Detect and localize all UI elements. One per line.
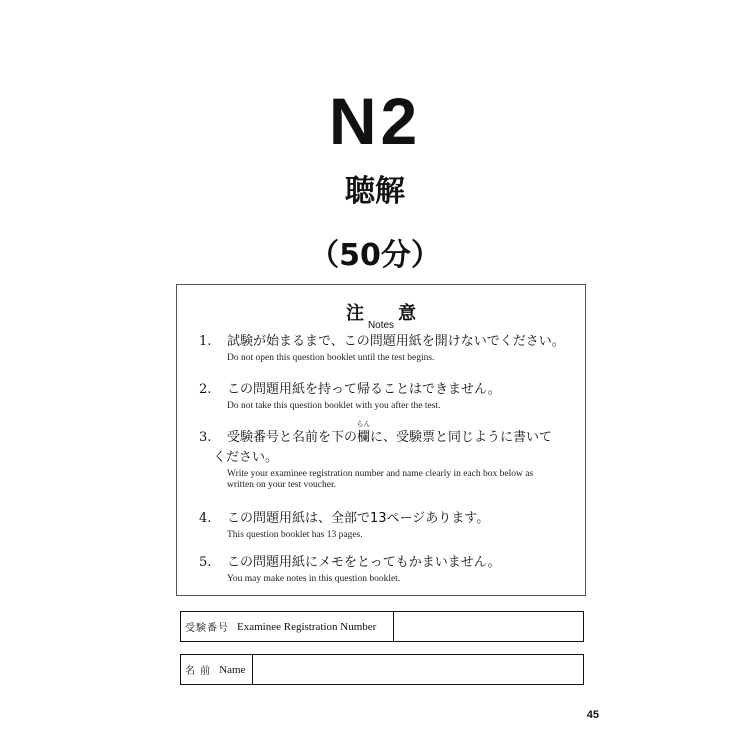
note-number: 3. (199, 430, 212, 445)
note-text-jp: この問題用紙は、全部で13ページあります。 (227, 511, 490, 526)
note-text-jp-part: に、受験票と同じように書いて (370, 430, 553, 445)
note-number: 2. (199, 382, 212, 397)
registration-number-box (180, 611, 584, 642)
note-number: 1. (199, 334, 212, 349)
registration-number-label (181, 612, 394, 641)
ruby-reading: らん (356, 420, 371, 428)
note-text-en: Do not take this question booklet with you after the test. (227, 401, 441, 411)
note-number: 5. (199, 555, 212, 570)
name-label (181, 655, 253, 684)
name-box (180, 654, 584, 685)
section-title: 聴解 (345, 174, 405, 209)
note-text-en: Write your examinee registration number and name clearly in each box below as (227, 469, 534, 479)
notes-heading (177, 299, 585, 331)
note-text-jp: この問題用紙を持って帰ることはできません。 (227, 382, 501, 397)
test-level-title: N2 (328, 84, 422, 158)
test-duration: （50分） (309, 238, 441, 273)
note-text-en-line2: written on your test voucher. (227, 480, 336, 490)
note-text-en: This question booklet has 13 pages. (227, 530, 363, 540)
notes-heading-jp-left: 注 (345, 303, 364, 324)
registration-label-jp: 受験番号 (185, 623, 229, 634)
name-label-en: Name (219, 663, 246, 676)
note-text-jp: この問題用紙にメモをとってもかまいません。 (227, 555, 501, 570)
ruby-base: 欄 (357, 430, 371, 445)
notes-heading-jp-right: 意 (398, 303, 417, 324)
note-text-jp-line2: ください。 (213, 450, 279, 465)
registration-number-field[interactable] (394, 612, 583, 641)
note-text-jp: 試験が始まるまで、この問題用紙を開けないでください。 (227, 334, 565, 349)
note-text-en: You may make notes in this question booklet. (227, 574, 401, 584)
notes-box (176, 284, 586, 596)
ruby-annotation (356, 420, 371, 447)
name-label-jp: 名 前 (185, 666, 212, 677)
note-text-jp (227, 420, 553, 447)
note-text-jp-part: 受験番号と名前を下の (227, 430, 358, 445)
note-text-en: Do not open this question booklet until the test begins. (227, 353, 435, 363)
notes-heading-en: Notes (367, 320, 395, 331)
note-number: 4. (199, 511, 212, 526)
registration-label-en: Examinee Registration Number (237, 620, 377, 633)
name-field[interactable] (253, 655, 583, 684)
page-number: 45 (586, 709, 599, 721)
